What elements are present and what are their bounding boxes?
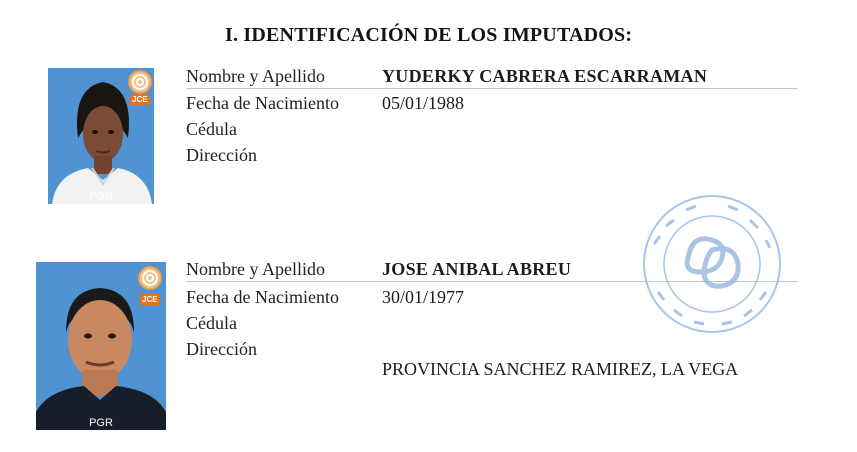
fingerprint-icon (138, 266, 162, 290)
address-value: PROVINCIA SANCHEZ RAMIREZ, LA VEGA (382, 359, 739, 379)
name-label: Nombre y Apellido (186, 259, 325, 279)
id-row (186, 118, 237, 140)
id-label: Cédula (186, 313, 237, 333)
dob-label: Fecha de Nacimiento (186, 287, 339, 307)
photo-caption: PGR (89, 191, 113, 203)
address-label: Dirección (186, 145, 257, 165)
name-row (186, 258, 572, 280)
dob-value: 30/01/1977 (382, 287, 465, 307)
dob-label: Fecha de Nacimiento (186, 93, 339, 113)
address-label: Dirección (186, 339, 257, 359)
name-value: JOSE ANIBAL ABREU (382, 259, 572, 279)
dob-value: 05/01/1988 (382, 93, 465, 113)
id-row (186, 312, 237, 334)
dob-row (186, 286, 465, 308)
photo-caption: PGR (89, 417, 113, 429)
section-title: I. IDENTIFICACIÓN DE LOS IMPUTADOS: (225, 24, 633, 46)
jce-badge: JCE (142, 295, 158, 304)
name-value: YUDERKY CABRERA ESCARRAMAN (382, 66, 708, 86)
accused-2-photo (36, 262, 166, 430)
address-row (186, 338, 257, 360)
name-underline (186, 88, 798, 89)
fingerprint-icon (128, 70, 152, 94)
name-row (186, 65, 708, 87)
jce-badge: JCE (132, 95, 148, 104)
name-label: Nombre y Apellido (186, 66, 325, 86)
id-label: Cédula (186, 119, 237, 139)
official-stamp (630, 188, 790, 338)
dob-row (186, 92, 465, 114)
accused-1-photo (48, 68, 154, 204)
address-row (186, 144, 257, 166)
